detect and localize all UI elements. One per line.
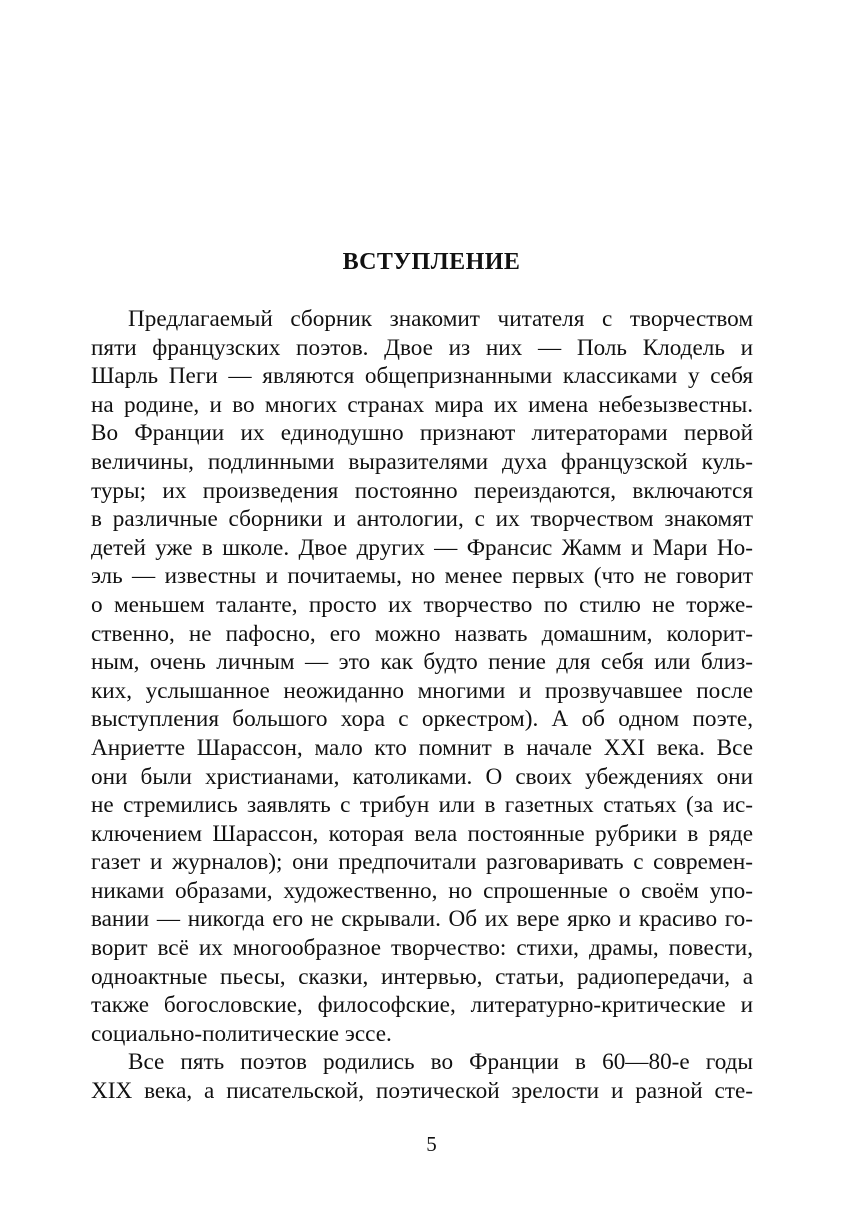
text-line: пяти французских поэтов. Двое из них — Поль Клодель и — [91, 334, 753, 361]
paragraph-1 — [91, 305, 753, 1048]
text-line: на родине, и во многих странах мира их имена небезызвестны. — [91, 391, 753, 418]
text-line: ственно, не пафосно, его можно назвать домашним, колорит- — [91, 620, 753, 647]
text-line: XIX века, а писательской, поэтической зрелости и разной сте- — [91, 1078, 753, 1105]
text-line: газет и журналов); они предпочитали разговаривать с современ- — [91, 849, 753, 876]
text-line: вании — никогда его не скрывали. Об их вере ярко и красиво го- — [91, 906, 753, 933]
text-line: социально-политические эссе. — [91, 1020, 392, 1047]
text-line: они были христианами, католиками. О своих убеждениях они — [91, 763, 753, 790]
body-text — [91, 305, 753, 1106]
text-line: детей уже в школе. Двое других — Франсис Жамм и Мари Но- — [91, 534, 753, 561]
text-line: Во Франции их единодушно признают литераторами первой — [91, 420, 753, 447]
text-line: эль — известны и почитаемы, но менее первых (что не говорит — [91, 563, 753, 590]
text-line: не стремились заявлять с трибун или в газетных статьях (за ис- — [91, 792, 753, 819]
text-line: также богословские, философские, литературно-критические и — [91, 992, 753, 1019]
text-line: Шарль Пеги — являются общепризнанными классиками у себя — [91, 363, 753, 390]
text-line: туры; их произведения постоянно переиздаются, включаются — [91, 477, 753, 504]
text-line: Все пять поэтов родились во Франции в 60—80-е годы — [128, 1049, 753, 1076]
page-title: ВСТУПЛЕНИЕ — [342, 249, 521, 275]
text-line: ких, услышанное неожиданно многими и прозвучавшее после — [91, 677, 753, 704]
text-line: величины, подлинными выразителями духа французской куль- — [91, 448, 753, 475]
text-line: никами образами, художественно, но спрошенные о своём упо- — [91, 877, 753, 904]
paragraph-2 — [91, 1048, 753, 1105]
text-line: одноактные пьесы, сказки, интервью, статьи, радиопередачи, а — [91, 963, 753, 990]
text-line: о меньшем таланте, просто их творчество по стилю не торже- — [91, 591, 753, 618]
text-line: выступления большого хора с оркестром). А об одном поэте, — [91, 706, 753, 733]
text-line: ным, очень личным — это как будто пение для себя или близ- — [91, 649, 753, 676]
text-line: Предлагаемый сборник знакомит читателя с творчеством — [128, 306, 753, 332]
text-line: в различные сборники и антологии, с их творчеством знакомят — [91, 506, 753, 533]
text-line: ключением Шарассон, которая вела постоянные рубрики в ряде — [91, 820, 753, 847]
text-line: Анриетте Шарассон, мало кто помнит в начале XXI века. Все — [91, 734, 753, 761]
text-line: ворит всё их многообразное творчество: стихи, драмы, повести, — [91, 935, 753, 962]
page-number: 5 — [426, 1132, 437, 1156]
